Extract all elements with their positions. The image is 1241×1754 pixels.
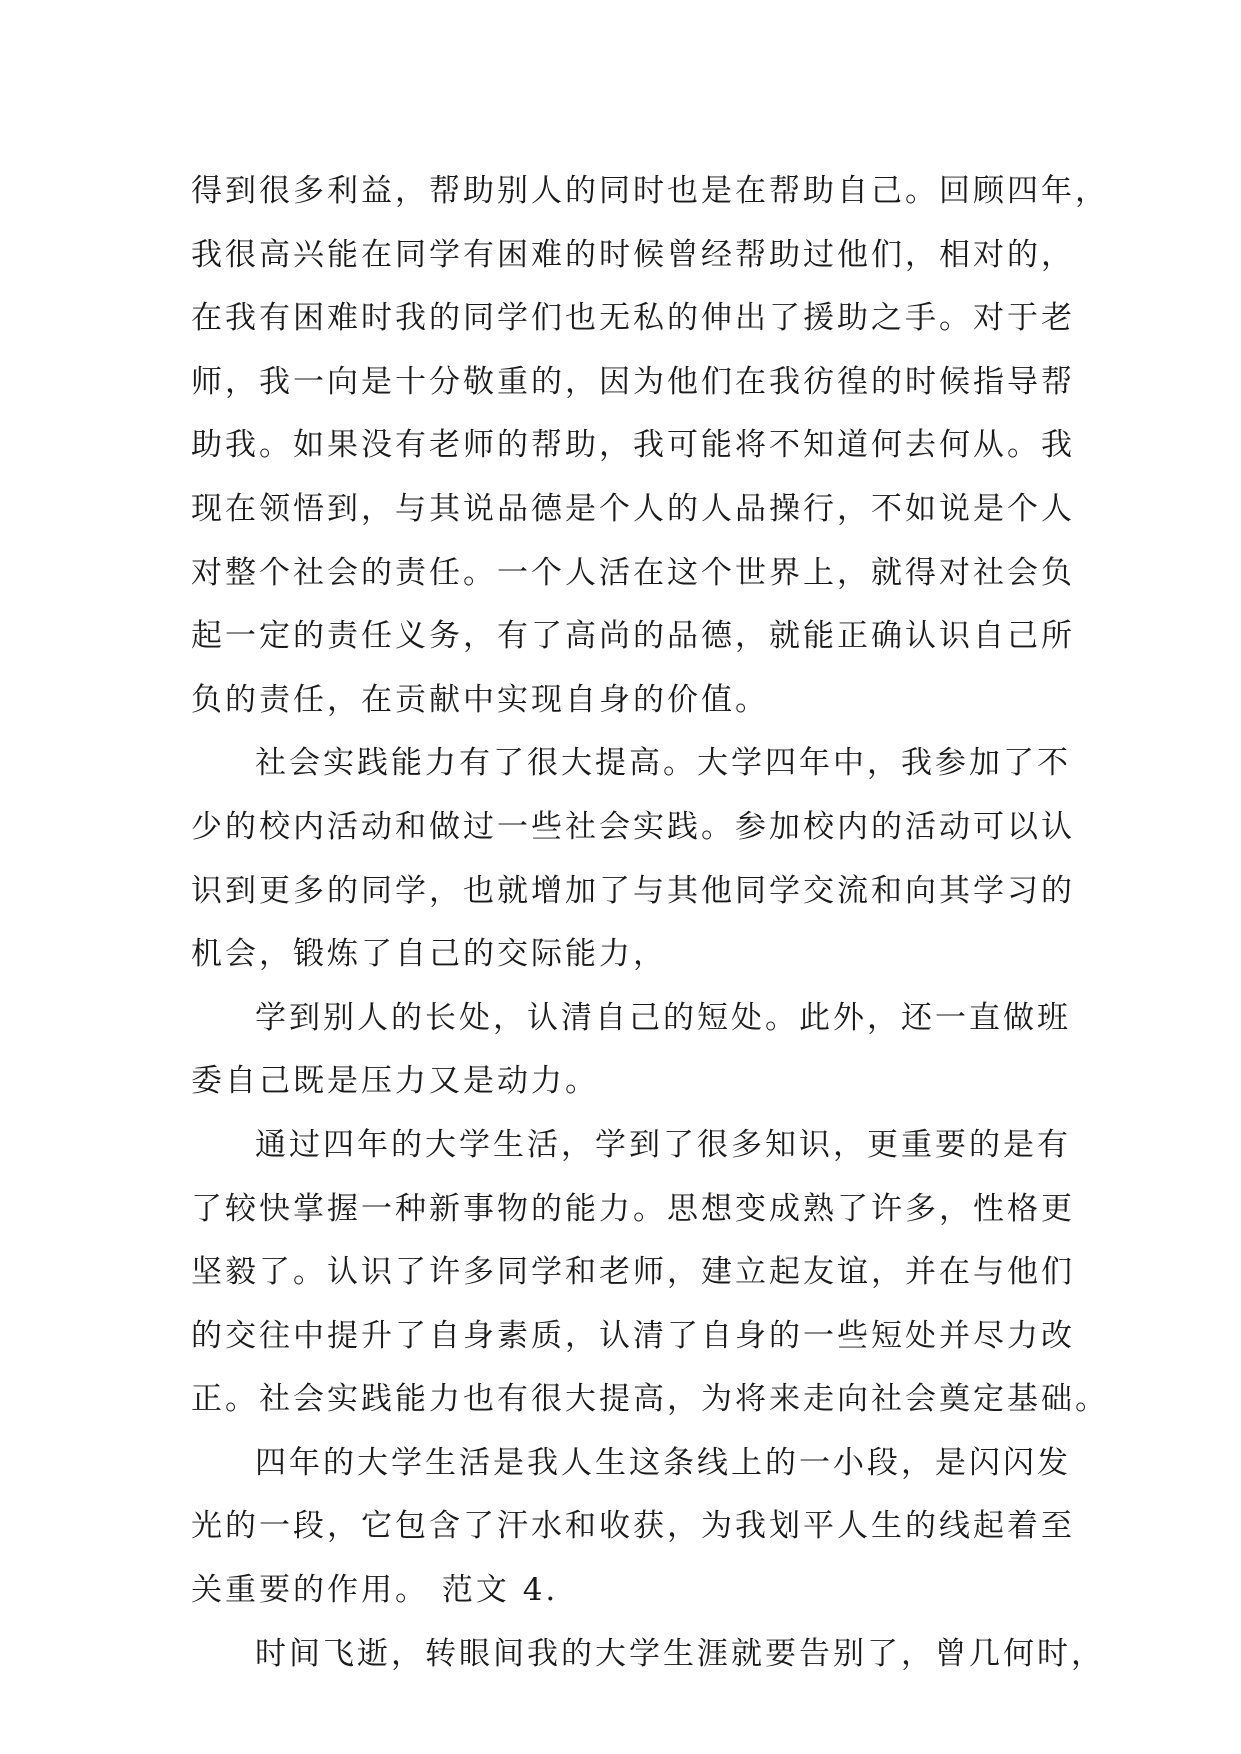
text-line: 光的一段，它包含了汗水和收获，为我划平人生的线起着至 — [191, 1508, 1075, 1545]
text-line: 少的校内活动和做过一些社会实践。参加校内的活动可以认 — [191, 808, 1075, 845]
text-line: 关重要的作用。 范文 4. — [191, 1572, 559, 1609]
text-line: 在我有困难时我的同学们也无私的伸出了援助之手。对于老 — [191, 300, 1075, 337]
text-line: 机会，锻炼了自己的交际能力， — [191, 936, 667, 973]
text-line: 助我。如果没有老师的帮助，我可能将不知道何去何从。我 — [191, 427, 1075, 464]
text-line: 师，我一向是十分敬重的，因为他们在我彷徨的时候指导帮 — [191, 363, 1075, 400]
paragraph-first-line: 通过四年的大学生活，学到了很多知识，更重要的是有 — [255, 1126, 1071, 1163]
document-body-text — [191, 160, 1109, 1686]
text-line: 坚毅了。认识了许多同学和老师，建立起友谊，并在与他们 — [191, 1254, 1075, 1291]
text-line: 起一定的责任义务，有了高尚的品德，就能正确认识自己所 — [191, 618, 1075, 655]
text-line: 的交往中提升了自身素质，认清了自身的一些短处并尽力改 — [191, 1317, 1075, 1354]
text-line: 负的责任，在贡献中实现自身的价值。 — [191, 681, 769, 718]
text-line: 委自己既是压力又是动力。 — [191, 1063, 599, 1100]
text-line: 现在领悟到，与其说品德是个人的人品操行，不如说是个人 — [191, 490, 1075, 527]
text-line: 识到更多的同学，也就增加了与其他同学交流和向其学习的 — [191, 872, 1075, 909]
paragraph-first-line: 学到别人的长处，认清自己的短处。此外，还一直做班 — [255, 999, 1071, 1036]
text-line: 正。社会实践能力也有很大提高，为将来走向社会奠定基础。 — [191, 1381, 1109, 1418]
text-line: 了较快掌握一种新事物的能力。思想变成熟了许多，性格更 — [191, 1190, 1075, 1227]
paragraph-first-line: 四年的大学生活是我人生这条线上的一小段，是闪闪发 — [255, 1444, 1071, 1481]
text-line: 我很高兴能在同学有困难的时候曾经帮助过他们，相对的， — [191, 236, 1075, 273]
paragraph-first-line: 时间飞逝，转眼间我的大学生涯就要告别了，曾几何时， — [255, 1635, 1105, 1672]
paragraph-first-line: 社会实践能力有了很大提高。大学四年中，我参加了不 — [255, 745, 1071, 782]
text-line: 得到很多利益，帮助别人的同时也是在帮助自己。回顾四年， — [191, 173, 1109, 209]
text-line: 对整个社会的责任。一个人活在这个世界上，就得对社会负 — [191, 554, 1075, 591]
